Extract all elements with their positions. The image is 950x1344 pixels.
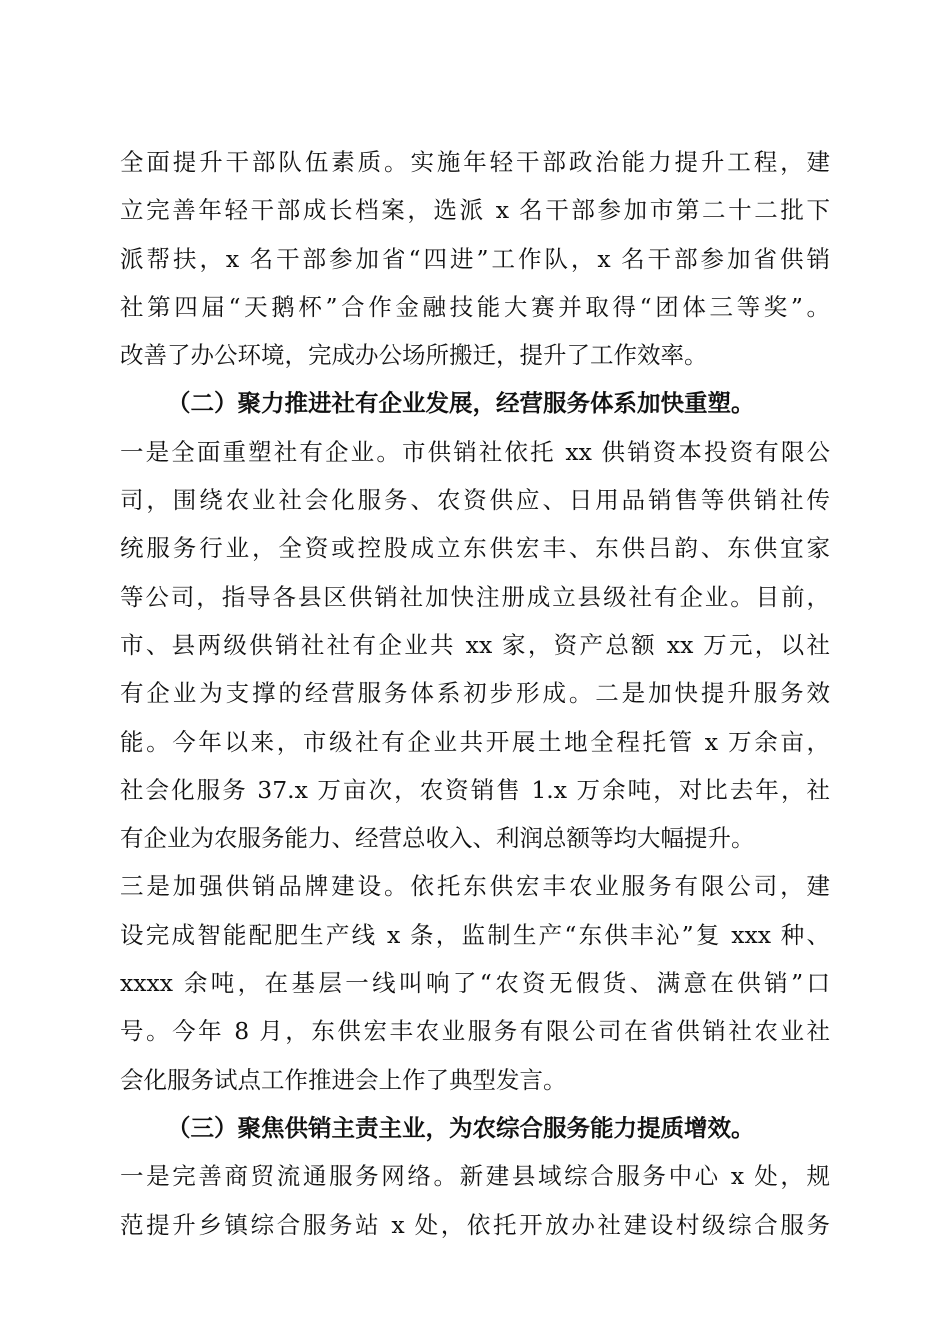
body-line: 一是完善商贸流通服务网络。新建县域综合服务中心 x 处，规 — [120, 1162, 830, 1191]
body-line: 立完善年轻干部成长档案，选派 x 名干部参加市第二十二批下 — [120, 196, 830, 225]
body-line: 三是加强供销品牌建设。依托东供宏丰农业服务有限公司，建 — [120, 872, 830, 901]
body-line: 全面提升干部队伍素质。实施年轻干部政治能力提升工程，建 — [120, 148, 830, 176]
section-heading-2: （二）聚力推进社有企业发展，经营服务体系加快重塑。 — [167, 389, 755, 418]
body-line: 有企业为支撑的经营服务体系初步形成。二是加快提升服务效 — [120, 679, 830, 708]
section-heading-3: （三）聚焦供销主责主业，为农综合服务能力提质增效。 — [167, 1113, 755, 1142]
body-line: 有企业为农服务能力、经营总收入、利润总额等均大幅提升。 — [120, 824, 755, 853]
body-line: 会化服务试点工作推进会上作了典型发言。 — [120, 1065, 567, 1094]
body-line: 司，围绕农业社会化服务、农资供应、日用品销售等供销社传 — [120, 486, 830, 515]
body-line: 统服务行业，全资或控股成立东供宏丰、东供吕韵、东供宜家 — [120, 534, 830, 563]
body-line: 社第四届“天鹅杯”合作金融技能大赛并取得“团体三等奖”。 — [120, 292, 830, 321]
body-line: xxxx 余吨，在基层一线叫响了“农资无假货、满意在供销”口 — [120, 969, 830, 998]
body-line: 改善了办公环境，完成办公场所搬迁，提升了工作效率。 — [120, 341, 708, 370]
body-line: 派帮扶，x 名干部参加省“四进”工作队，x 名干部参加省供销 — [120, 244, 830, 273]
body-line: 一是全面重塑社有企业。市供销社依托 xx 供销资本投资有限公 — [120, 437, 830, 466]
body-line: 范提升乡镇综合服务站 x 处，依托开放办社建设村级综合服务 — [120, 1210, 830, 1239]
body-line: 社会化服务 37.x 万亩次，农资销售 1.x 万余吨，对比去年，社 — [120, 775, 830, 804]
document-body — [120, 138, 830, 1249]
body-line: 能。今年以来，市级社有企业共开展土地全程托管 x 万余亩， — [120, 727, 830, 756]
body-line: 号。今年 8 月，东供宏丰农业服务有限公司在省供销社农业社 — [120, 1017, 830, 1046]
body-line: 市、县两级供销社社有企业共 xx 家，资产总额 xx 万元，以社 — [120, 630, 830, 659]
body-line: 等公司，指导各县区供销社加快注册成立县级社有企业。目前， — [120, 582, 830, 611]
body-line: 设完成智能配肥生产线 x 条，监制生产“东供丰沁”复 xxx 种、 — [120, 920, 830, 949]
